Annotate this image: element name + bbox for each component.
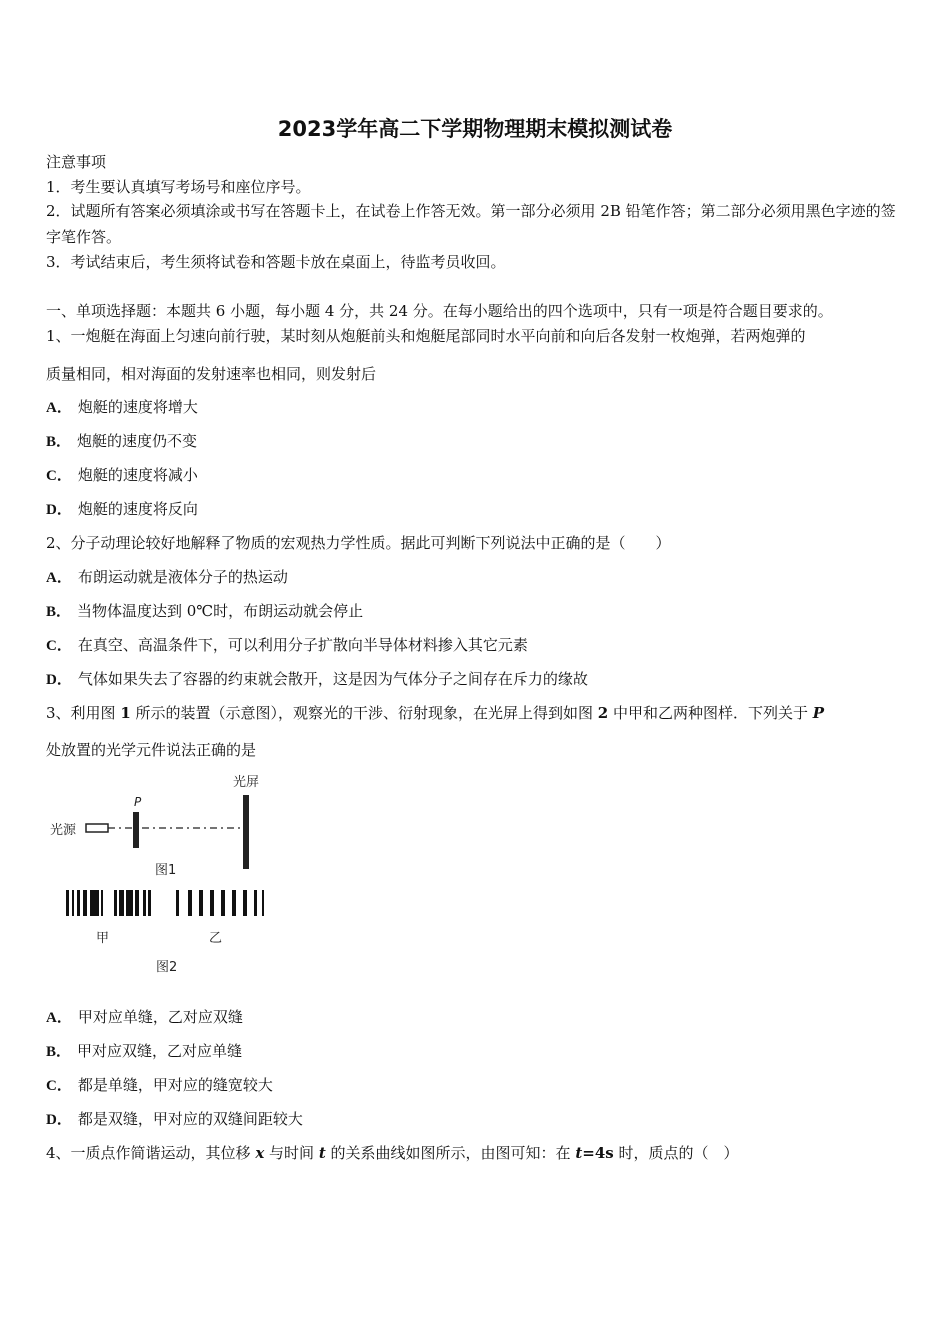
fringe bbox=[148, 890, 151, 916]
option-letter: D． bbox=[46, 502, 72, 518]
fringe bbox=[66, 890, 69, 916]
option-letter: D． bbox=[46, 1112, 72, 1128]
fringe bbox=[262, 890, 264, 916]
option-text: 炮艇的速度仍不变 bbox=[77, 432, 198, 450]
screen-label: 光屏 bbox=[233, 775, 260, 790]
fringe bbox=[83, 890, 87, 916]
option-text: 炮艇的速度将增大 bbox=[77, 398, 198, 416]
page-title: 2023学年高二下学期物理期末模拟测试卷 bbox=[277, 117, 673, 141]
option-text: 气体如果失去了容器的约束就会散开，这是因为气体分子之间存在斥力的缘故 bbox=[77, 670, 588, 688]
pattern-jia bbox=[66, 890, 151, 916]
q2-option-d bbox=[46, 669, 588, 690]
q4-var-t2: t bbox=[575, 1144, 583, 1162]
q4-var-t: t bbox=[318, 1144, 326, 1162]
q4-stem-part: 与时间 bbox=[264, 1144, 319, 1162]
light-screen bbox=[243, 795, 249, 869]
q3-stem-part: 3、利用图 bbox=[46, 704, 121, 722]
option-text: 在真空、高温条件下，可以利用分子扩散向半导体材料掺入其它元素 bbox=[77, 636, 528, 654]
option-letter: B． bbox=[46, 604, 72, 620]
fringe bbox=[77, 890, 80, 916]
q3-fig2-ref: 2 bbox=[597, 704, 609, 722]
fringe bbox=[254, 890, 257, 916]
q3-option-a bbox=[46, 1007, 243, 1028]
fringe bbox=[143, 890, 146, 916]
option-text: 布朗运动就是液体分子的热运动 bbox=[77, 568, 288, 586]
q4-stem-part: 时，质点的（ ） bbox=[613, 1144, 739, 1162]
notice-item-3: 3．考试结束后，考生须将试卷和答题卡放在桌面上，待监考员收回。 bbox=[46, 253, 506, 271]
q3-stem-part: 所示的装置（示意图），观察光的干涉、衍射现象，在光屏上得到如图 bbox=[130, 704, 598, 722]
q3-stem-line1 bbox=[46, 703, 824, 723]
optical-element-p bbox=[133, 812, 139, 848]
q1-stem-line1: 1、一炮艇在海面上匀速向前行驶，某时刻从炮艇前头和炮艇尾部同时水平向前和向后各发射一枚炮弹，若两炮弹的 bbox=[46, 327, 806, 345]
fringe bbox=[101, 890, 103, 916]
fringe bbox=[188, 890, 192, 916]
option-letter: C． bbox=[46, 638, 72, 654]
fringe bbox=[199, 890, 203, 916]
pattern-jia-label: 甲 bbox=[96, 931, 110, 946]
section-heading: 一、单项选择题：本题共 6 小题，每小题 4 分，共 24 分。在每小题给出的四个选项中，只有一项是符合题目要求的。 bbox=[46, 302, 833, 320]
option-text: 都是双缝，甲对应的双缝间距较大 bbox=[77, 1110, 303, 1128]
fringe bbox=[114, 890, 117, 916]
pattern-yi-label: 乙 bbox=[209, 931, 223, 946]
q1-option-c bbox=[46, 465, 198, 486]
q2-option-c bbox=[46, 635, 528, 656]
q1-option-b bbox=[46, 431, 197, 452]
pattern-yi bbox=[176, 890, 264, 916]
fringe bbox=[90, 890, 99, 916]
q3-stem-part: 中甲和乙两种图样．下列关于 bbox=[608, 704, 813, 722]
option-letter: C． bbox=[46, 1078, 72, 1094]
q2-option-b bbox=[46, 601, 363, 622]
q3-option-c bbox=[46, 1075, 273, 1096]
q2-option-a bbox=[46, 567, 288, 588]
option-letter: C． bbox=[46, 468, 72, 484]
option-text: 炮艇的速度将减小 bbox=[77, 466, 198, 484]
fringe bbox=[221, 890, 225, 916]
q4-stem-part: 的关系曲线如图所示，由图可知：在 bbox=[325, 1144, 576, 1162]
notice-item-1: 1．考生要认真填写考场号和座位序号。 bbox=[46, 178, 311, 196]
option-letter: A． bbox=[46, 1010, 72, 1026]
option-letter: A． bbox=[46, 570, 72, 586]
notice-item-2: 2．试题所有答案必须填涂或书写在答题卡上，在试卷上作答无效。第一部分必须用 2B 铅笔作答；第二部分必须用黑色字迹的签字笔作答。 bbox=[46, 202, 896, 246]
option-letter: B． bbox=[46, 1044, 72, 1060]
q3-fig1-ref: 1 bbox=[120, 704, 131, 722]
option-text: 甲对应双缝，乙对应单缝 bbox=[77, 1042, 243, 1060]
q1-option-d bbox=[46, 499, 198, 520]
fringe bbox=[210, 890, 214, 916]
q3-figure bbox=[44, 768, 274, 978]
light-source-box bbox=[86, 824, 108, 832]
option-text: 炮艇的速度将反向 bbox=[77, 500, 198, 518]
q4-var-x: x bbox=[255, 1144, 265, 1162]
option-text: 甲对应单缝，乙对应双缝 bbox=[77, 1008, 243, 1026]
option-letter: D． bbox=[46, 672, 72, 688]
fringe bbox=[176, 890, 179, 916]
q4-stem-part: 4、一质点作简谐运动，其位移 bbox=[46, 1144, 256, 1162]
fringe bbox=[126, 890, 133, 916]
q1-stem-line2: 质量相同，相对海面的发射速率也相同，则发射后 bbox=[46, 365, 377, 383]
q3-p-ref: P bbox=[812, 704, 825, 722]
q2-stem: 2、分子动理论较好地解释了物质的宏观热力学性质。据此可判断下列说法中正确的是（ ） bbox=[46, 534, 671, 552]
q3-option-d bbox=[46, 1109, 303, 1130]
q3-option-b bbox=[46, 1041, 242, 1062]
option-text: 都是单缝，甲对应的缝宽较大 bbox=[77, 1076, 273, 1094]
fig2-caption: 图2 bbox=[156, 960, 178, 975]
option-text: 当物体温度达到 0℃时，布朗运动就会停止 bbox=[77, 602, 364, 620]
fringe bbox=[119, 890, 124, 916]
notice-heading: 注意事项 bbox=[46, 153, 107, 171]
fringe bbox=[72, 890, 74, 916]
fringe bbox=[232, 890, 236, 916]
light-source-label: 光源 bbox=[50, 823, 77, 838]
option-letter: B． bbox=[46, 434, 72, 450]
q4-stem bbox=[46, 1143, 738, 1163]
fringe bbox=[135, 890, 139, 916]
fig1-caption: 图1 bbox=[155, 863, 177, 878]
q1-option-a bbox=[46, 397, 198, 418]
q4-eq: =4s bbox=[582, 1144, 614, 1162]
option-letter: A． bbox=[46, 400, 72, 416]
q3-stem-line2: 处放置的光学元件说法正确的是 bbox=[46, 741, 257, 759]
fringe bbox=[243, 890, 247, 916]
p-label: P bbox=[134, 795, 142, 809]
